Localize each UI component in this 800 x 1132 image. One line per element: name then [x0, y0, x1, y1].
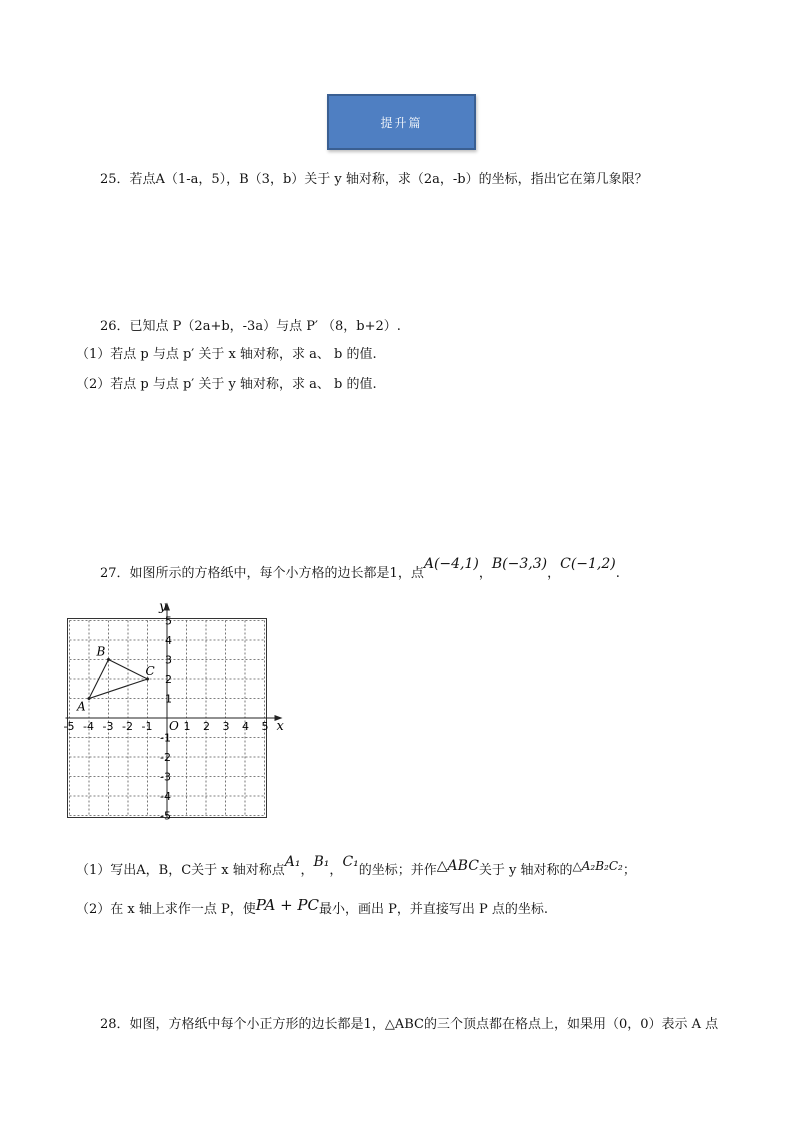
q27-part1-a: （1）写出A，B，C关于 x 轴对称点: [76, 863, 285, 878]
origin-label: O: [169, 719, 179, 733]
coordinate-grid: [63, 598, 295, 826]
y-tick-label: 5: [165, 614, 172, 628]
point-a-mark: [88, 697, 91, 700]
question-25: 25．若点A（1-a，5），B（3，b）关于 y 轴对称，求（2a，-b）的坐标，指出它在第几象限？: [100, 172, 648, 187]
y-tick-label: 3: [165, 653, 172, 667]
y-tick-label: 1: [165, 692, 172, 706]
banner-label: 提升篇: [380, 115, 423, 130]
y-tick-label: -1: [160, 731, 171, 745]
q27-part1-c: 关于 y 轴对称的: [478, 863, 573, 878]
y-tick-label: 4: [165, 634, 172, 647]
y-tick-label: -2: [160, 751, 171, 764]
y-tick-label: -3: [160, 770, 171, 784]
question-28: 28．如图，方格纸中每个小正方形的边长都是1，△ABC的三个顶点都在格点上，如果用（0，0）表示 A 点: [100, 1017, 719, 1032]
question-27-part2: [76, 898, 548, 920]
q27-end: .: [615, 566, 620, 581]
y-tick-label: -5: [160, 809, 171, 823]
x-tick-label: 3: [222, 720, 230, 733]
question-26-stem: 26．已知点 P（2a+b，-3a）与点 P′ （8，b+2）.: [100, 319, 401, 334]
label-a1: A₁: [284, 854, 301, 870]
question-27-stem: [100, 556, 620, 584]
point-a-coord: A(−4,1): [423, 556, 479, 572]
x-tick-label: 5: [261, 720, 269, 733]
q27-part1-d: ；: [622, 863, 636, 878]
x-tick-label: -3: [102, 720, 114, 733]
point-b-coord: B(−3,3): [491, 556, 548, 572]
question-27-part1: （1）写出A，B，C关于 x 轴对称点A₁，B₁，C₁的坐标；并作△ABC关于 y 轴对称的△A₂B₂C₂；: [76, 854, 636, 878]
x-tick-label: 2: [203, 720, 210, 733]
x-tick-label: 4: [242, 720, 249, 733]
q27-part2-a: （2）在 x 轴上求作一点 P，使: [76, 902, 256, 917]
q27-part2-b: 最小，画出 P，并直接写出 P 点的坐标.: [318, 902, 549, 917]
expression-pa-pc: PA + PC: [255, 896, 319, 914]
point-b-mark: [107, 658, 110, 661]
q27-sep1: ，: [478, 566, 492, 581]
triangle-abc: △ABC: [436, 858, 479, 874]
point-c-label: C: [145, 664, 155, 678]
q27-sep2: ，: [547, 566, 561, 581]
point-b-label: B: [96, 644, 106, 659]
y-tick-label: -4: [160, 790, 171, 803]
triangle-a2b2c2: △A₂B₂C₂: [572, 859, 623, 873]
label-b1: B₁: [313, 854, 330, 870]
x-tick-label: -4: [83, 720, 94, 733]
point-a-label: A: [77, 699, 86, 714]
x-tick-label: 1: [183, 720, 191, 733]
q27-part1-b: 的坐标；并作: [358, 863, 437, 878]
question-26-part2: （2）若点 p 与点 p′ 关于 y 轴对称，求 a、 b 的值.: [76, 377, 377, 392]
x-tick-label: -2: [122, 720, 133, 733]
x-tick-label: -1: [141, 720, 153, 733]
question-26-part1: （1）若点 p 与点 p′ 关于 x 轴对称，求 a、 b 的值.: [76, 347, 377, 362]
x-axis-label: x: [276, 719, 284, 734]
point-c-coord: C(−1,2): [560, 556, 616, 572]
y-tick-label: 2: [165, 673, 172, 686]
y-axis-label: y: [159, 599, 167, 615]
label-c1: C₁: [342, 854, 359, 870]
section-banner: [327, 94, 476, 150]
q27-stem-text: 27．如图所示的方格纸中，每个小方格的边长都是1，点: [100, 566, 424, 581]
x-tick-label: -5: [63, 720, 75, 733]
